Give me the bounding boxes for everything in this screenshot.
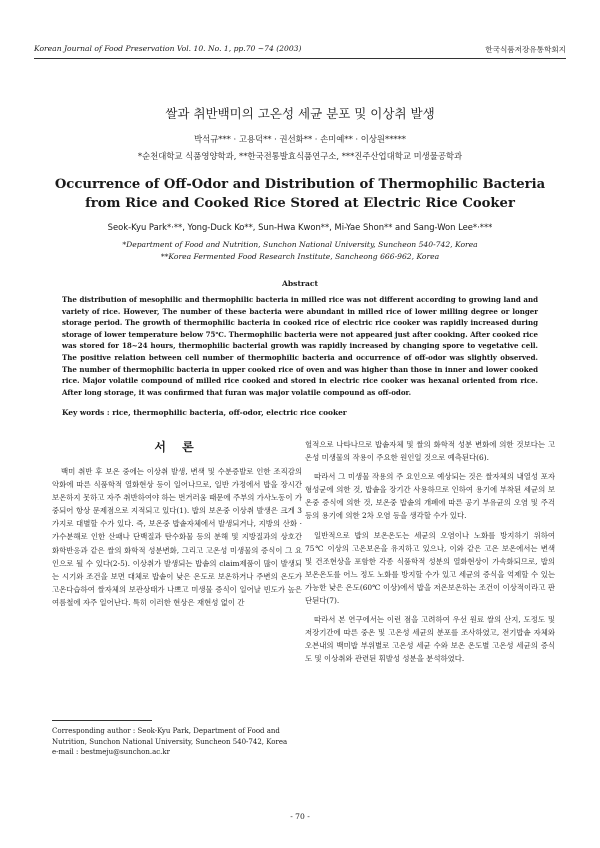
korean-title: 쌀과 취반백미의 고온성 세균 분포 및 이상취 발생 [165, 106, 435, 121]
keywords: Key words : rice, thermophilic bacteria, off-odor, electric rice cooker [62, 408, 347, 417]
english-affiliation-2: **Korea Fermented Food Research Institute, Sancheong 666-962, Korea [160, 252, 440, 261]
abstract-heading: Abstract [281, 279, 319, 288]
intro-paragraph: 따라서 본 연구에서는 이런 점을 고려하여 우선 원료 쌀의 산지, 도정도 및 저장기간에 따른 중온 및 고온성 세균의 분포를 조사하였고, 전기밥솥 자체와 오븐내의 백미밥 부위별로 고온성 세균 수와 보온 온도별 고온성 세균의 증식도 및 이상취와 관련된 휘발성 성분을 분석하였다. [305, 615, 555, 664]
intro-paragraph: 백미 취반 후 보온 중에는 이상취 발생, 변색 및 수분증발로 인한 조직감의 악화에 따른 식품학적 열화현상 등이 일어나므로, 일반 가정에서 밥을 장시간 보온하지 못하고 자주 취반하여야 하는 번거러움 때문에 주부의 가사노동이 가중되어 항상 문제점으로 지적되고 있다(1). 밥의 보온중 이상취 발생은 크게 3가지로 대별할 수가 있다. 즉, 보온중 밥솥자체에서 발생되거나, 지방의 산화 · 가수분해로 인한 산패나 단백질과 탄수화물 등의 분해 및 지방질과의 상호간 화학반응과 같은 쌀의 화학적 성분변화, 그리고 고온성 미생물의 증식이 그 요인으로 될 수 있다(2-5). 이상취가 발생되는 밥솥의 claim제품이 많이 발생되는 시기와 조건을 보면 대체로 밥솥이 낮은 온도로 보온하거나 주변의 온도가 고온다습하여 쌀자체의 보관상태가 나쁘고 미생물 증식이 일어날 빈도가 높은 여름철에 자주 일어난다. 특히 이러한 현상은 재현성 없이 간 [52, 467, 302, 607]
header-rule [34, 58, 566, 59]
society-name: 한국식품저장유통학회지 [485, 45, 566, 54]
english-affiliation-1: *Department of Food and Nutrition, Sunchon National University, Suncheon 540-742, Korea [122, 240, 478, 249]
korean-affiliation: *순천대학교 식품영양학과, **한국전통발효식품연구소, ***진주산업대학교 미생물공학과 [137, 151, 463, 161]
intro-paragraph: 따라서 그 미생물 작용의 주 요인으로 예상되는 것은 쌀자체의 내열성 포자형성균에 의한 것, 밥솥을 장기간 사용하므로 인하여 용기에 부착된 세균의 보온중 증식에 의한 것, 보온중 밥솥의 개폐에 따른 공기 부유균의 오염 및 주걱 등의 용기에 의한 2차 오염 등을 생각할 수가 있다. [305, 472, 555, 521]
corresponding-author-footnote: Corresponding author : Seok-Kyu Park, Department of Food and Nutrition, Sunchon National University, Suncheon 540-742, Korea e-mail : bestmeju@sunchon.ac.kr [52, 727, 288, 756]
body-column-right [305, 438, 555, 666]
abstract-text: The distribution of mesophilic and thermophilic bacteria in milled rice was not different according to growing land and variety of rice. However, The number of these bacteria were abundant in milled rice of lower milling degree or longer storage period. The growth of thermophilic bacteria in cooked rice of electric rice cooker was rapidly increased during storage of lower temperature below 75℃. Thermophilic bacteria were not appeared just after cooking. After cooked rice was stored for 18~24 hours, thermophilic bacterial growth was rapidly increased by changing spore to vegetative cell. The positive relation between cell number of thermophilic bacteria and occurrence of off-odor was slightly observed. The number of thermophilic bacteria in upper cooked rice of oven and was higher than those in inner and lower cooked rice. Major volatile compound of milled rice cooked and stored in electric rice cooker was hexanal oriented from rice. After long storage, it was confirmed that furan was major volatile compound as off-odor. [62, 295, 538, 397]
english-title: Occurrence of Off-Odor and Distribution of Thermophilic Bacteria from Rice and Cooked Rice Stored at Electric Rice Cooker [54, 177, 546, 211]
running-head [34, 44, 566, 56]
intro-paragraph: 헐적으로 나타나므로 밥솥자체 및 쌀의 화학적 성분 변화에 의한 것보다는 고온성 미생물의 작용이 주요한 원인일 것으로 예측된다(6). [305, 440, 555, 463]
intro-paragraph: 일반적으로 밥의 보온온도는 세균의 오염이나 노화를 방지하기 위하여 75℃ 이상의 고온보온을 유지하고 있으나, 이와 같은 고온 보온에서는 변색 및 건조현상을 포함한 각종 식품학적 성분의 열화현상이 가속화되므로, 밥의 보온온도를 어느 정도 노화를 방지할 수가 있고 세균의 증식을 억제할 수 있는 가능한 낮은 온도(60℃ 이상)에서 밥을 저온보온하는 조건이 이상적이라고 판단된다(7). [305, 530, 555, 606]
english-authors: Seok-Kyu Park*·**, Yong-Duck Ko**, Sun-Hwa Kwon**, Mi-Yae Shon** and Sang-Won Lee*·*** [107, 222, 493, 232]
footnote-rule [52, 720, 152, 721]
body-column-left [52, 438, 302, 609]
intro-heading: 서 론 [154, 440, 200, 454]
journal-citation: Korean Journal of Food Preservation Vol. 10. No. 1, pp.70 ~74 (2003) [34, 44, 302, 53]
korean-authors: 박석규*** · 고용덕** · 권선화** · 손미예** · 이상원***** [194, 134, 406, 144]
page-number: - 70 - [290, 812, 310, 821]
